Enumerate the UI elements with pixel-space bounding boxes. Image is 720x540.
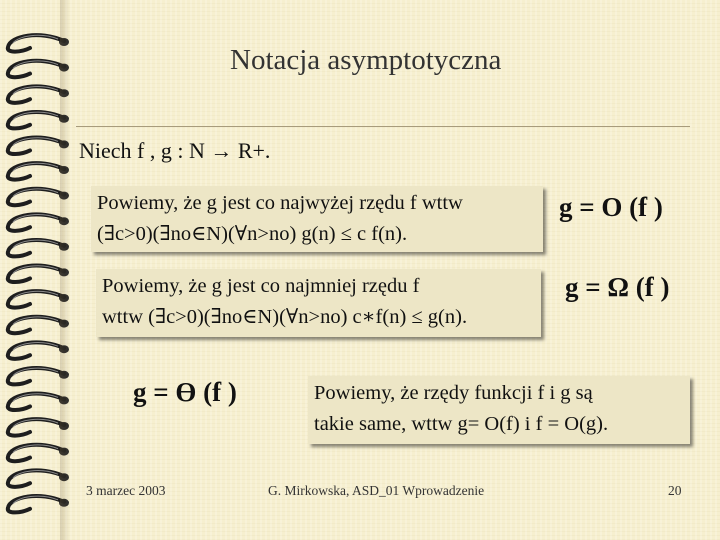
definition-line: takie same, wttw g= O(f) i f = O(g). [314, 413, 609, 435]
definition-line: Powiemy, że rzędy funkcji f i g są [314, 382, 593, 404]
definition-line: (∃c>0)(∃no∈N)(∀n>no) g(n) ≤ c f(n). [97, 223, 408, 245]
definition-box-big-o [91, 186, 543, 252]
notation-big-omega: g = Ω (f ) [565, 272, 670, 302]
definition-line: Powiemy, że g jest co najwyżej rzędu f wttw [97, 192, 463, 214]
definition-box-big-theta [308, 376, 690, 444]
notation-big-theta: g = ϴ (f ) [133, 377, 237, 407]
title-divider [76, 126, 690, 127]
footer-page-number: 20 [668, 483, 682, 498]
definition-line: wttw (∃c>0)(∃no∈N)(∀n>no) c∗f(n) ≤ g(n). [102, 306, 468, 328]
slide-title: Notacja asymptotyczna [230, 44, 502, 76]
page-edge-shadow [60, 0, 70, 540]
definition-box-big-omega [96, 269, 541, 337]
notation-big-o: g = O (f ) [559, 192, 663, 222]
footer-date: 3 marzec 2003 [86, 483, 166, 498]
footer-author: G. Mirkowska, ASD_01 Wprowadzenie [268, 483, 485, 498]
intro-text: Niech f , g : N → R+. [79, 138, 271, 163]
definition-line: Powiemy, że g jest co najmniej rzędu f [102, 275, 420, 297]
